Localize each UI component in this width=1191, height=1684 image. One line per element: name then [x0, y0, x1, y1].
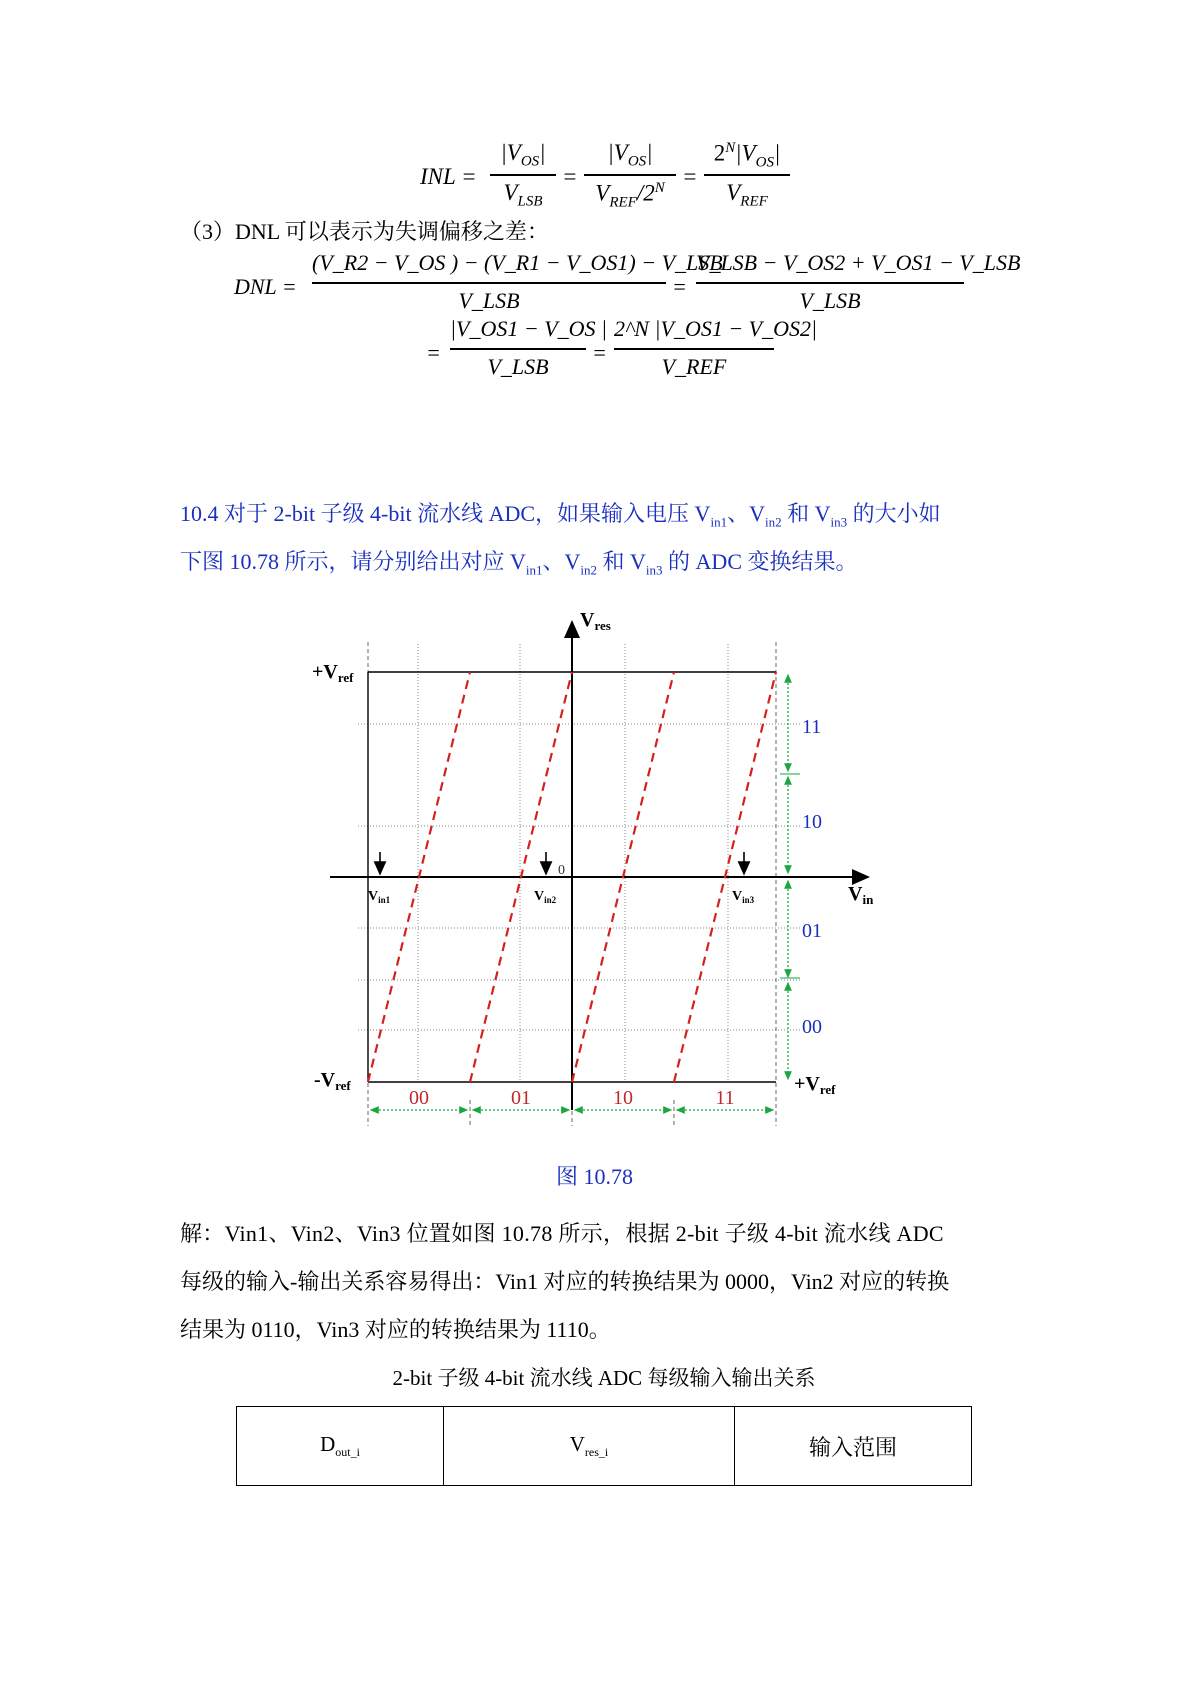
bottom-code-00: 00	[409, 1087, 429, 1109]
vin1-label: $V_{in1}$	[368, 889, 391, 905]
dnl-l2-den2: V_REF	[661, 354, 727, 379]
inl-frac1-den: $V_{LSB}$	[503, 180, 543, 210]
right-code-10: 10	[802, 811, 822, 833]
vin3-label: $V_{in3}$	[732, 889, 755, 905]
bottom-code-01: 01	[511, 1087, 531, 1109]
inl-frac1-num: $|V_{OS}|$	[500, 140, 546, 170]
table-title: 2-bit 子级 4-bit 流水线 ADC 每级输入输出关系	[392, 1366, 816, 1390]
relation-table	[236, 1406, 972, 1486]
table-header-input-range: 输入范围	[735, 1407, 972, 1486]
inl-lhs: INL =	[420, 164, 477, 189]
dnl-l1-num: (V_R2 − V_OS ) − (V_R1 − V_OS1) − V_LSB	[312, 250, 723, 275]
dnl-l1-den: V_LSB	[458, 288, 520, 313]
right-code-01: 01	[802, 920, 822, 942]
question-line-1: 10.4 对于 2-bit 子级 4-bit 流水线 ADC，如果输入电压 $V_{in1}$、$V_{in2}$ 和 $V_{in3}$ 的大小如	[180, 501, 941, 530]
bottom-ref-label: $-V_{ref}$	[314, 1069, 351, 1093]
dnl-equation: DNL = (V_R2 − V_OS ) − (V_R1 − V_OS1) − V_LSB V_LSB = V_LSB − V_OS2 + V_OS1 − V_LSB V_LSB = |V_OS1 − V_OS | V_LSB = 2^N |V_OS1 − V_OS2| V_REF	[234, 250, 1021, 379]
inl-frac2-num: $|V_{OS}|$	[607, 140, 653, 170]
right-code-11: 11	[802, 716, 822, 738]
dnl-lhs: DNL =	[234, 274, 297, 299]
top-ref-label: $+V_{ref}$	[312, 661, 354, 685]
table-row	[237, 1407, 972, 1486]
grid	[358, 644, 800, 1082]
solution-line-1: 解：Vin1、Vin2、Vin3 位置如图 10.78 所示，根据 2-bit 子级 4-bit 流水线 ADC	[180, 1221, 944, 1246]
solution-line-2: 每级的输入-输出关系容易得出：Vin1 对应的转换结果为 0000，Vin2 对应的转换	[180, 1269, 950, 1294]
x-axis-label: $V_{in}$	[848, 883, 874, 907]
right-ref-label: $+V_{ref}$	[794, 1073, 836, 1097]
bottom-code-10: 10	[613, 1087, 633, 1109]
dnl-intro: （3）DNL 可以表示为失调偏移之差：	[180, 219, 549, 244]
inl-frac3-num: $2^N|V_{OS}|$	[713, 140, 781, 171]
right-code-00: 00	[802, 1016, 822, 1038]
inl-equation: INL = $|V_{OS}|$ $V_{LSB}$ = $|V_{OS}|$ $V_{REF}/2^N$ = $2^N|V_{OS}|$ $V_{REF}$	[420, 140, 800, 220]
inl-frac2-den: $V_{REF}/2^N$	[595, 180, 665, 211]
dnl-l1-num2: V_LSB − V_OS2 + V_OS1 − V_LSB	[696, 250, 1021, 275]
dnl-l2-num: |V_OS1 − V_OS |	[450, 316, 608, 341]
origin-label: 0	[558, 863, 565, 878]
dnl-l1-den2: V_LSB	[799, 288, 861, 313]
table-header-vres: $V_{res\_i}$	[444, 1407, 735, 1486]
dnl-l2-num2: 2^N |V_OS1 − V_OS2|	[614, 316, 818, 341]
inl-frac3-den: $V_{REF}$	[726, 180, 768, 210]
y-axis-label: $V_{res}$	[580, 609, 611, 633]
question-line-2: 下图 10.78 所示，请分别给出对应 $V_{in1}$、$V_{in2}$ 和 $V_{in3}$ 的 ADC 变换结果。	[180, 549, 858, 578]
solution-line-3: 结果为 0110，Vin3 对应的转换结果为 1110。	[180, 1317, 611, 1342]
dnl-l2-den: V_LSB	[487, 354, 549, 379]
table-header-dout: $D_{out\_i}$	[237, 1407, 444, 1486]
bottom-code-11: 11	[715, 1087, 735, 1109]
figure-caption: 图 10.78	[556, 1164, 634, 1189]
vin2-label: $V_{in2}$	[534, 889, 557, 905]
